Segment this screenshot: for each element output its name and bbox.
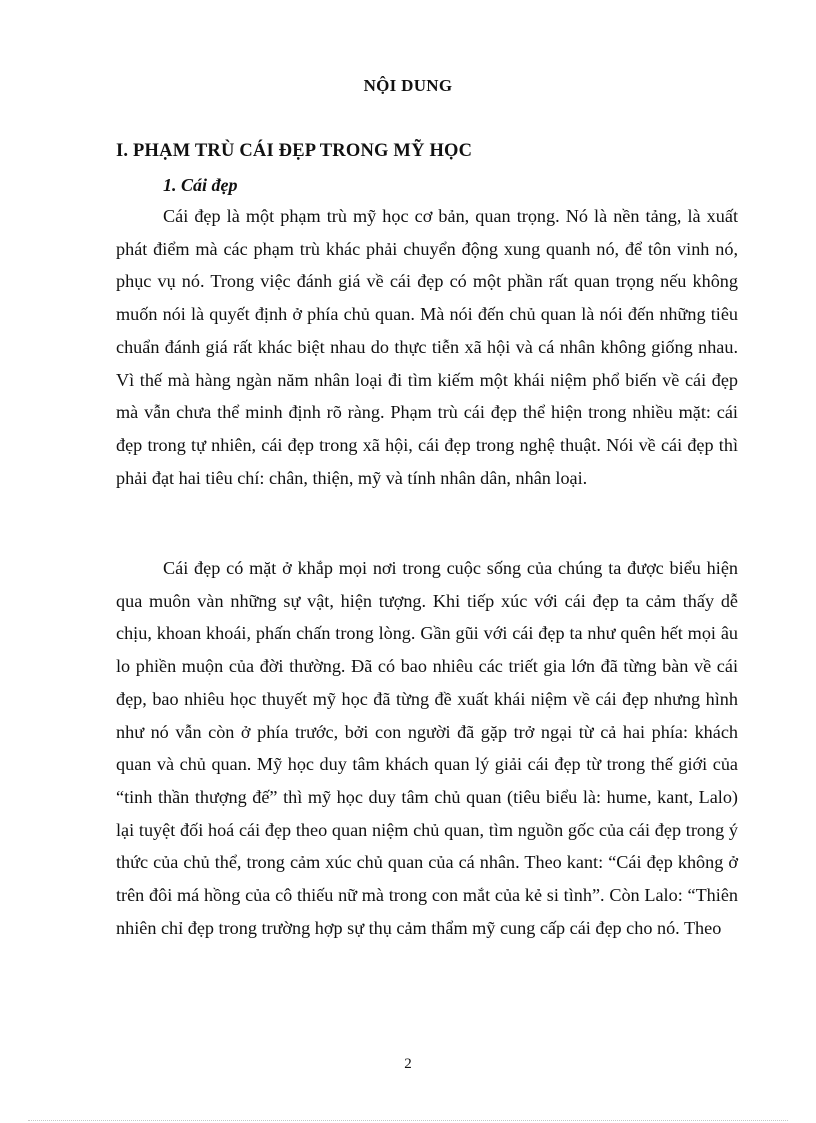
section-title: I. PHẠM TRÙ CÁI ĐẸP TRONG MỸ HỌC	[116, 141, 473, 161]
body-paragraph: Cái đẹp là một phạm trù mỹ học cơ bản, quan trọng. Nó là nền tảng, là xuất phát điểm mà các phạm trù khác phải chuyển động xung quanh nó, để tôn vinh nó, phục vụ nó. Trong việc đánh giá về cái đẹp có một phần rất quan trọng nếu không muốn nói là quyết định ở phía chủ quan. Mà nói đến chủ quan là nói đến những tiêu chuẩn đánh giá rất khác biệt nhau do thực tiễn xã hội và cá nhân không giống nhau. Vì thế mà hàng ngàn năm nhân loại đi tìm kiếm một khái niệm phổ biến về cái đẹp mà vẫn chưa thể minh định rõ ràng. Phạm trù cái đẹp thể hiện trong nhiều mặt: cái đẹp trong tự nhiên, cái đẹp trong xã hội, cái đẹp trong nghệ thuật. Nói về cái đẹp thì phải đạt hai tiêu chí: chân, thiện, mỹ và tính nhân dân, nhân loại.	[116, 206, 738, 488]
body-paragraph: Cái đẹp có mặt ở khắp mọi nơi trong cuộc sống của chúng ta được biểu hiện qua muôn vàn những sự vật, hiện tượng. Khi tiếp xúc với cái đẹp ta cảm thấy dễ chịu, khoan khoái, phấn chấn trong lòng. Gần gũi với cái đẹp ta như quên hết mọi âu lo phiền muộn của đời thường. Đã có bao nhiêu các triết gia lớn đã từng bàn về cái đẹp, bao nhiêu học thuyết mỹ học đã từng đề xuất khái niệm về cái đẹp nhưng hình như nó vẫn còn ở phía trước, bởi con người đã gặp trở ngại từ cả hai phía: khách quan và chủ quan. Mỹ học duy tâm khách quan lý giải cái đẹp từ trong thế giới của “tinh thần thượng đế” thì mỹ học duy tâm chủ quan (tiêu biểu là: hume, kant, Lalo) lại tuyệt đối hoá cái đẹp theo quan niệm chủ quan, tìm nguồn gốc của cái đẹp trong ý thức của chủ thể, trong cảm xúc chủ quan của cá nhân. Theo kant: “Cái đẹp không ở trên đôi má hồng của cô thiếu nữ mà trong con mắt của kẻ si tình”. Còn Lalo: “Thiên nhiên chỉ đẹp trong trường hợp sự thụ cảm thẩm mỹ cung cấp cái đẹp cho nó. Theo	[116, 558, 738, 938]
page-number: 2	[404, 1056, 412, 1072]
page-heading: NỘI DUNG	[363, 76, 453, 95]
subsection-title: 1. Cái đẹp	[163, 175, 238, 195]
page-bottom-divider	[28, 1120, 788, 1121]
